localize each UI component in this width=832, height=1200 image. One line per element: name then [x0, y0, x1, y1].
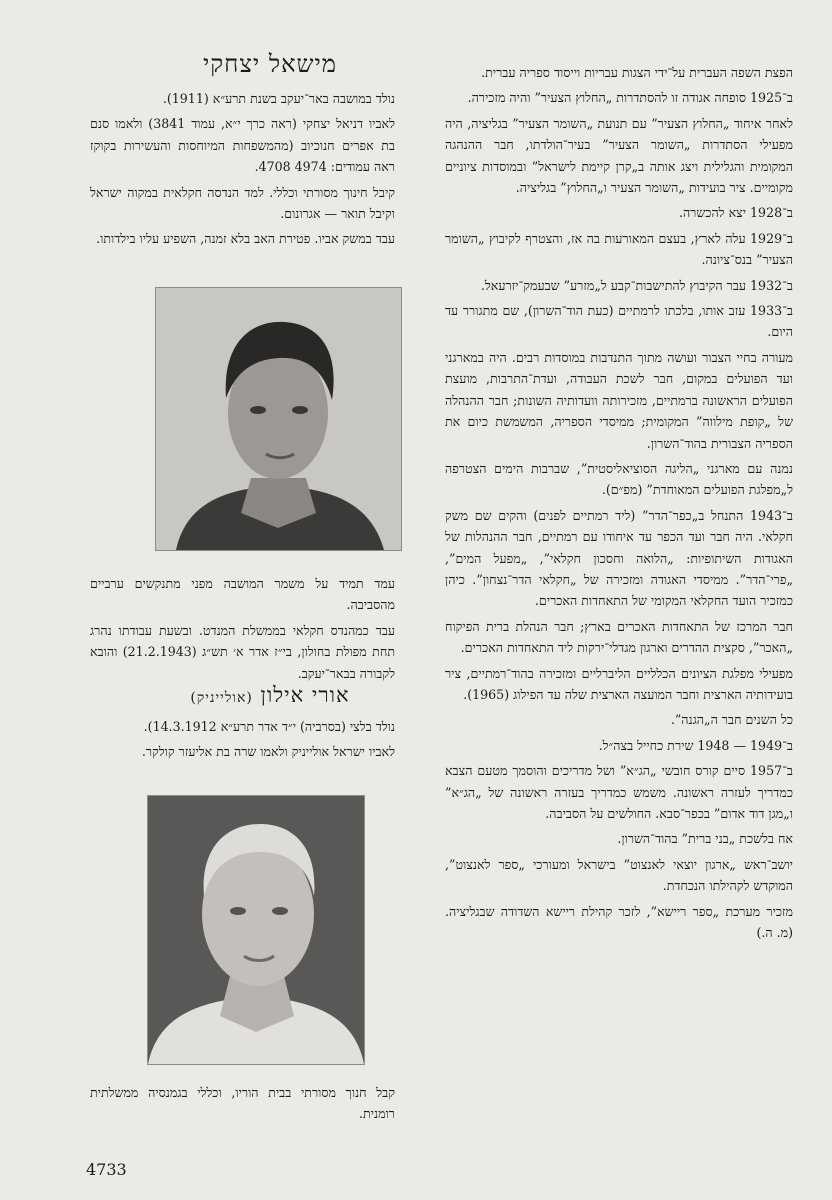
paragraph: ב־1949 — 1948 שירת כחייל בצה״ל. — [598, 737, 793, 753]
paragraph: כל השנים חבר ה„הגנה”. — [670, 712, 793, 728]
person-2-intro — [90, 716, 395, 767]
page-number: 4733 — [86, 1160, 127, 1179]
paragraph: ב־1932 עבר הקיבוץ להתישבות־קבע ל„מזרע” שבעמק־יזרעאל. — [480, 277, 793, 293]
person-2-details — [90, 1082, 395, 1129]
portrait-photo-person-2 — [147, 795, 365, 1065]
right-column — [445, 62, 793, 947]
paragraph: עבד במשק אביו. פטירת האב בלא זמנה, השפיע עליו בילדותו. — [96, 231, 395, 247]
person-1-details — [90, 573, 395, 688]
paragraph: קבל חנוך מסורתי בבית הוריו, וכללי בגמנסיה ממשלתית רומנית. — [90, 1085, 395, 1122]
paragraph: לאביו ישראל אולייניק ולאמו שרה בת אליעזר קולקר. — [141, 744, 395, 760]
paragraph: ב־1925 סופחה אגודה זו להסתדרות „החלוץ הצעיר” והיה מזכירה. — [467, 90, 793, 106]
paragraph: לאחר איחוד „החלוץ הצעיר” עם תנועת „השומר הצעיר” בגליציה, היה מפעילי הסתדרות „השומר הצעיר” בעיר־הולדתו, חבר ההנהגה המקומית והגלילית ויצג אותה ב„קרן קיימת לישראל” ובמוסדות ציוניים מקומיים. ציר בועידות „השומר הצעיר ו„החלוץ” בגליציה. — [445, 115, 793, 196]
paragraph: עבד כמהנדס חקלאי בממשלת המנדט. ובשעת עבודתו נהרג תחת מפולת בחולון, בי״ז אדר א׳ תש״ג (21.2.1943) והובא לקבורה בבאר־יעקב. — [90, 622, 395, 681]
paragraph: ב־1928 יצא להכשרה. — [678, 205, 793, 221]
person-1-intro — [90, 88, 395, 254]
author-signature: (מ. ה.) — [756, 925, 793, 941]
paragraph: הפצת השפה העברית על־ידי הצגות עבריות וייסוד ספריה עברית. — [481, 65, 793, 80]
paragraph: אח בלשכת „בני ברית” בהוד־השרון. — [617, 831, 793, 847]
paragraph: ב־1933 עזב אותו, בלכתו לרמתיים (כעת הוד־השרון), שם מתגורר עד היום. — [445, 303, 793, 340]
paragraph: ב־1957 סיים קורס חובשי „הג״א” ושל מדריכים והוסמך מטעם הצבא כמדריך לעזרה ראשונה. משמש כמדריך בעזרה ראשונה של „הג״א” ו„מגן דוד אדום” בכפר־סבא. החולשים על הסביבה. — [445, 763, 793, 821]
person-2-name — [150, 683, 390, 708]
person-2-former-name: (אולייניק) — [190, 690, 253, 706]
portrait-young-man-icon — [156, 288, 401, 550]
paragraph: נולד בלצי (בסרביה) י״ד אדר תרע״א 14.3.1912). — [143, 719, 395, 734]
paragraph: מפעילי מפלגת הציונים הכלליים הליברליים ומזכירה בהוד־רמתיים, ציר בועידותיה הארצית וחבר המועצה הארצית שלה עד הפילוג (1965). — [445, 665, 793, 702]
paragraph: חבר המרכז של התאחדות האכרים בארץ; חבר הנהלת ברית הפיקוח „האכר”, סקצית ההדרים וארגון מגדלי־ירקות ליד התאחדות האכרים. — [445, 618, 793, 656]
person-2-name-text: אורי אילון — [260, 683, 350, 707]
paragraph: ב־1943 התנחל ב„כפר־הדר” (ליד רמתיים לפנים) והקים שם משק חקלאי. היה חבר ועד הכפר עד איחודו עם רמתיים, חבר ההנהלות של האגודות השיתופיות: „הלואה וחסכון חקלאי”, „מפעל המים”, „פרי־הדר”. ממיסדי האגודה ומזכירה של „חקלאי הדר־נצחון”. כיהן כמזכיר הועד החקלאי המקומי של התאחדות האכרים. — [445, 507, 793, 609]
portrait-photo-person-1 — [155, 287, 402, 551]
paragraph: ב־1929 עלה לארץ, בעצם המאורעות בה אז, והצטרף לקיבוץ „השומר הצעיר” בנס־ציונה. — [445, 230, 793, 268]
paragraph: לאביו דניאל יצחקי (ראה כרך י״א, עמוד 3841) ולאמו סנם בת אפרים חנוכיוב (מהמשפחות המיוחסות והעשירות בקוקז ראה עמודים: 4974 4708. — [90, 116, 395, 175]
paragraph: מעורה בחיי הצבור ועושה מתוך התנדבות במוסדות רבים. היה במארגני ועד הפועלים במקום, חבר לשכת העבודה, ועדת־התרבות, מועצת הפועלים הראשונה ברמתיים, מזכירותה וועדותיה השונות; חבר ההנהלה של „קופת מילווה” המקומית; ממיסדי הספריה, המשמשת כיום את הספריה הצבורית בהוד־השרון. — [445, 349, 793, 451]
paragraph: נולד במושבה באר־יעקב בשנת תרע״א (1911). — [162, 91, 395, 106]
paragraph: נמנה עם מארגני „הליגה הסוציאליסטית”, שברבות הימים הצטרפה ל„מפלגת הפועלים המאוחדת” (מפ״ם). — [445, 460, 793, 498]
paragraph: עמד תמיד על משמר המושבה מפני מתנקשים ערביים מהסביבה. — [90, 576, 395, 613]
paragraph-text: מזכיר מערכת „ספר ריישא”, לזכר קהילת ריישא השדודה שבגליציה. — [445, 903, 793, 919]
person-1-name: מישאל יצחקי — [203, 50, 337, 78]
paragraph — [445, 901, 793, 944]
paragraph: קיבל חינוך מסורתי וכללי. למד הנדסה חקלאית במקוה ישראל וקיבל תואר — אגרונום. — [90, 184, 395, 222]
paragraph: יושב־ראש „ארגון יוצאי לאנצוט” בישראל ומעורכי „ספר לאנצוט”, המוקדש לקהילתו הנכחדת. — [445, 856, 793, 894]
portrait-older-man-icon — [148, 796, 364, 1064]
